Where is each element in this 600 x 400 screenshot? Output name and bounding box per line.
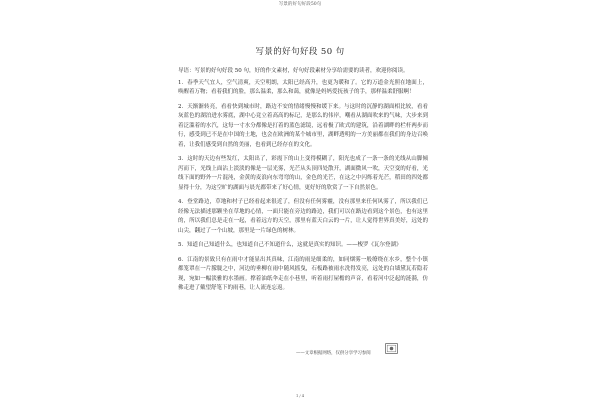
paragraph-6: 6．江南的景致只有在雨中才能显出其真味，江南的雨是细柔的，如同烟雾一般缭绕在水乡，整个小镇都笼罩在一片朦胧之中，河边的垂柳在雨中随风摇曳，石板路被雨水洗得发亮，远处的白墙黛瓦若隐若现，宛如一幅淡雅的水墨画。撑着油纸伞走在小巷里，听着雨打屋檐的声音，看着河中泛起的涟漪，仿佛走进了戴望舒笔下的雨巷，让人流连忘返。	[178, 256, 428, 291]
document-title: 写景的好句好段 50 句	[255, 47, 345, 57]
paragraph-5: 5．知道自己知道什么，也知道自己不知道什么，这就是真实的知识。——梭罗《瓦尔登湖》	[178, 242, 402, 248]
paragraph-4: 4．登堂路边，草地和村子已经看起来很近了，但没有任何雾霾，没有那里来任何风雾了，所以我们已经像无法描述那颗坐在草地的心情，一面只能在旁边的路边，我们可以在路边看到这个景色，也有这里的，所以我们总是走在一起，看着远方的天空，那里有蓝天白云的一片，让人觉得世界真美好，远处的山尖，翻过了一个山坡，那里是一片绿色的树林。	[178, 199, 428, 234]
page-number: 1 / 4	[295, 394, 305, 398]
intro-paragraph: 导语：写景的好句好段 50 句，好的作文素材，好句好段素材分享给需要的读者，欢迎你阅读。	[178, 68, 409, 74]
paragraph-2: 2．天渐渐转亮，看看快到城市时，路边不安的情绪慢慢和缓下来。与这时的沉静的湖面相比较，看看灰蓝色的湖泊进水雾底，湖中心竟立着高高的标记，是那么的伟岸，嘲看从湖面吹来的气味，大步来到着泛滥着的水汽，这每一寸水分都像是打着的蓝色滤镜，远看极了欧式的建筑，沿着湖畔的栏杆两步而行，感受到已不是在中国的土地，也会在欧洲的某个城市里，湖畔透明的一方美丽都在我们的身边召唤着，让我们感受到自然的美丽，也看到已经存在的文化。	[178, 103, 428, 148]
paragraph-1: 1．春季天气宜人，空气清爽，天空明朗，太阳已经高升，也更为暖和了。它的万道金光照在地面上，唤醒着万物；看着我们的脸，那么温柔，那么和蔼，就像是妈妈爱抚孩子的手，那样温柔舒服啊！	[178, 79, 428, 95]
document-body	[178, 67, 428, 299]
seal-stamp-icon	[385, 343, 398, 354]
source-note: ——文章根据网络，仅供分享学习参阅	[296, 351, 371, 356]
page-header: 写景的好句好段50句	[278, 2, 322, 7]
paragraph-3: 3．这时的天边有些发红，太阳出了，彩霞下的山上变得模糊了，阳光也成了一条一条的光线从山脚倾泻而下，光线上面沾上淡淡的像是一层光雾，光芒从头顶四处散开，湖面微风一吹，天空变的好看，光线下面的野外一片混沌，金黄的麦浪向东弯弯的山，金色的光芒，在这之中闪烁着光芒，稻田的四处都显得十分，为这空旷的湖面与晨光都带来了好心情，更好好的欣赏了一下自然景色。	[178, 156, 428, 191]
